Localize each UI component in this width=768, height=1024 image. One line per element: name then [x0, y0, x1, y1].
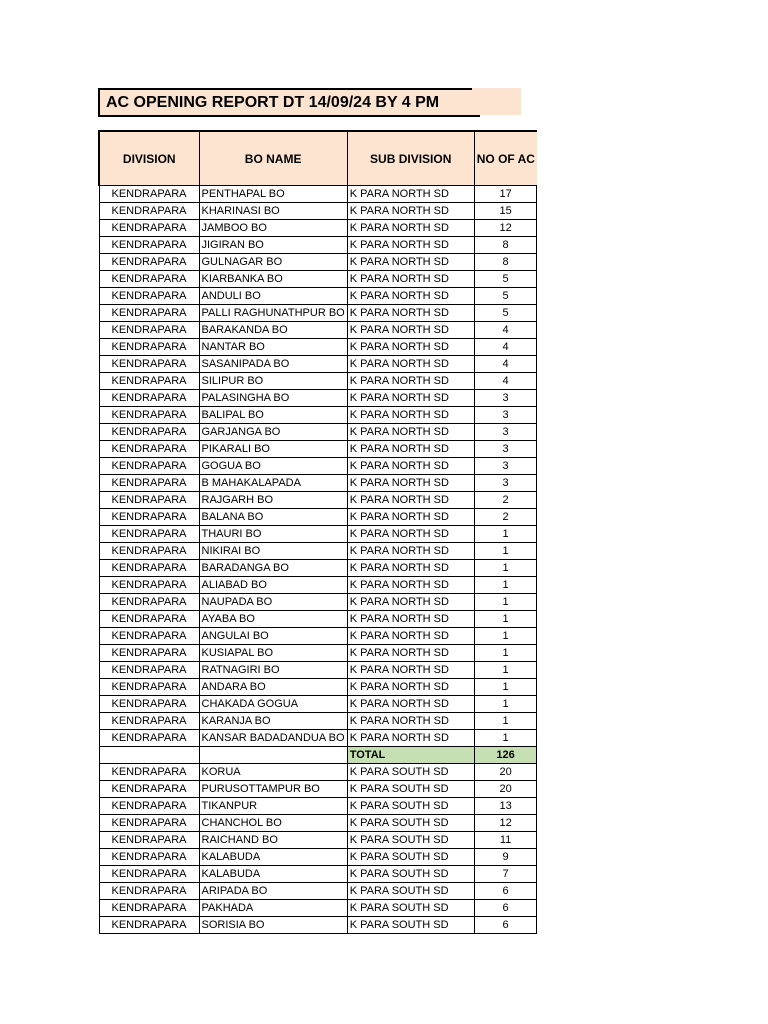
ac-count-cell: 17: [474, 186, 537, 203]
division-cell: KENDRAPARA: [99, 917, 199, 934]
table-body: [99, 186, 537, 934]
bo-name-cell: RATNAGIRI BO: [199, 662, 347, 679]
bo-name-cell: PALASINGHA BO: [199, 390, 347, 407]
ac-count-cell: 8: [474, 237, 537, 254]
ac-count-cell: 1: [474, 577, 537, 594]
table-row: [99, 832, 537, 849]
ac-count-cell: 1: [474, 645, 537, 662]
division-cell: KENDRAPARA: [99, 407, 199, 424]
bo-name-cell: KARANJA BO: [199, 713, 347, 730]
bo-name-cell: ALIABAD BO: [199, 577, 347, 594]
ac-count-cell: 3: [474, 390, 537, 407]
table-row: [99, 458, 537, 475]
bo-name-cell: GULNAGAR BO: [199, 254, 347, 271]
division-cell: KENDRAPARA: [99, 815, 199, 832]
sub-division-cell: K PARA NORTH SD: [347, 492, 474, 509]
division-cell: KENDRAPARA: [99, 305, 199, 322]
bo-name-cell: KIARBANKA BO: [199, 271, 347, 288]
division-cell: KENDRAPARA: [99, 322, 199, 339]
division-cell: KENDRAPARA: [99, 203, 199, 220]
sub-division-cell: K PARA NORTH SD: [347, 696, 474, 713]
ac-count-cell: 6: [474, 917, 537, 934]
header-bo-name: BO NAME: [199, 131, 347, 186]
bo-name-cell: KALABUDA: [199, 849, 347, 866]
table-row: [99, 900, 537, 917]
division-cell: KENDRAPARA: [99, 696, 199, 713]
ac-count-cell: 4: [474, 339, 537, 356]
table-row: [99, 373, 537, 390]
table-row: [99, 577, 537, 594]
ac-count-cell: 1: [474, 560, 537, 577]
ac-count-cell: 1: [474, 526, 537, 543]
ac-count-cell: 1: [474, 696, 537, 713]
division-cell: KENDRAPARA: [99, 611, 199, 628]
ac-count-cell: 3: [474, 424, 537, 441]
bo-name-cell: SASANIPADA BO: [199, 356, 347, 373]
bo-name-cell: NIKIRAI BO: [199, 543, 347, 560]
ac-count-cell: 7: [474, 866, 537, 883]
table-row: [99, 798, 537, 815]
ac-count-cell: 5: [474, 288, 537, 305]
bo-name-cell: NAUPADA BO: [199, 594, 347, 611]
ac-count-cell: 11: [474, 832, 537, 849]
table-row: [99, 322, 537, 339]
ac-count-cell: 15: [474, 203, 537, 220]
bo-name-cell: KANSAR BADADANDUA BO: [199, 730, 347, 747]
report-title-row: [98, 88, 521, 115]
table-row: [99, 339, 537, 356]
sub-division-cell: K PARA SOUTH SD: [347, 798, 474, 815]
header-no-of-ac: NO OF AC: [474, 131, 537, 186]
table-row: [99, 679, 537, 696]
sub-division-cell: K PARA NORTH SD: [347, 458, 474, 475]
report-title: AC OPENING REPORT DT 14/09/24 BY 4 PM: [98, 88, 480, 117]
division-cell: KENDRAPARA: [99, 900, 199, 917]
bo-name-cell: GOGUA BO: [199, 458, 347, 475]
bo-name-cell: RAJGARH BO: [199, 492, 347, 509]
sub-division-cell: K PARA SOUTH SD: [347, 917, 474, 934]
sub-division-cell: K PARA NORTH SD: [347, 526, 474, 543]
bo-name-cell: BARAKANDA BO: [199, 322, 347, 339]
ac-count-cell: 4: [474, 322, 537, 339]
sub-division-cell: K PARA NORTH SD: [347, 373, 474, 390]
sub-division-cell: K PARA SOUTH SD: [347, 900, 474, 917]
sub-division-cell: K PARA SOUTH SD: [347, 781, 474, 798]
table-row: [99, 288, 537, 305]
total-empty-cell: [99, 747, 199, 764]
division-cell: KENDRAPARA: [99, 475, 199, 492]
division-cell: KENDRAPARA: [99, 254, 199, 271]
title-fill-cell: [472, 88, 521, 115]
division-cell: KENDRAPARA: [99, 645, 199, 662]
ac-count-cell: 4: [474, 373, 537, 390]
sub-division-cell: K PARA NORTH SD: [347, 611, 474, 628]
ac-count-cell: 1: [474, 713, 537, 730]
table-row: [99, 662, 537, 679]
ac-count-cell: 6: [474, 883, 537, 900]
bo-name-cell: GARJANGA BO: [199, 424, 347, 441]
table-row: [99, 492, 537, 509]
division-cell: KENDRAPARA: [99, 849, 199, 866]
ac-count-cell: 3: [474, 475, 537, 492]
bo-name-cell: CHANCHOL BO: [199, 815, 347, 832]
sub-division-cell: K PARA NORTH SD: [347, 628, 474, 645]
table-row: [99, 645, 537, 662]
bo-name-cell: ANDULI BO: [199, 288, 347, 305]
table-header-row: [99, 131, 537, 186]
sub-division-cell: K PARA NORTH SD: [347, 305, 474, 322]
bo-name-cell: ANDARA BO: [199, 679, 347, 696]
division-cell: KENDRAPARA: [99, 526, 199, 543]
bo-name-cell: CHAKADA GOGUA: [199, 696, 347, 713]
bo-name-cell: NANTAR BO: [199, 339, 347, 356]
table-row: [99, 203, 537, 220]
sub-division-cell: K PARA NORTH SD: [347, 254, 474, 271]
ac-count-cell: 1: [474, 730, 537, 747]
bo-name-cell: KALABUDA: [199, 866, 347, 883]
header-division: DIVISION: [99, 131, 199, 186]
table-row: [99, 424, 537, 441]
total-row: [99, 747, 537, 764]
division-cell: KENDRAPARA: [99, 373, 199, 390]
sub-division-cell: K PARA NORTH SD: [347, 577, 474, 594]
division-cell: KENDRAPARA: [99, 594, 199, 611]
sub-division-cell: K PARA NORTH SD: [347, 543, 474, 560]
sub-division-cell: K PARA SOUTH SD: [347, 866, 474, 883]
table-row: [99, 594, 537, 611]
total-value: 126: [474, 747, 537, 764]
ac-count-cell: 1: [474, 594, 537, 611]
table-row: [99, 696, 537, 713]
ac-count-cell: 8: [474, 254, 537, 271]
division-cell: KENDRAPARA: [99, 730, 199, 747]
ac-count-cell: 12: [474, 815, 537, 832]
sub-division-cell: K PARA NORTH SD: [347, 220, 474, 237]
sub-division-cell: K PARA NORTH SD: [347, 203, 474, 220]
bo-name-cell: B MAHAKALAPADA: [199, 475, 347, 492]
table-row: [99, 390, 537, 407]
table-row: [99, 560, 537, 577]
table-row: [99, 815, 537, 832]
sub-division-cell: K PARA NORTH SD: [347, 186, 474, 203]
sub-division-cell: K PARA NORTH SD: [347, 390, 474, 407]
ac-count-cell: 3: [474, 441, 537, 458]
division-cell: KENDRAPARA: [99, 713, 199, 730]
bo-name-cell: ANGULAI BO: [199, 628, 347, 645]
table-row: [99, 254, 537, 271]
division-cell: KENDRAPARA: [99, 781, 199, 798]
sub-division-cell: K PARA NORTH SD: [347, 509, 474, 526]
bo-name-cell: JIGIRAN BO: [199, 237, 347, 254]
table-row: [99, 526, 537, 543]
sub-division-cell: K PARA NORTH SD: [347, 679, 474, 696]
sub-division-cell: K PARA SOUTH SD: [347, 883, 474, 900]
bo-name-cell: BALIPAL BO: [199, 407, 347, 424]
sub-division-cell: K PARA NORTH SD: [347, 441, 474, 458]
table-row: [99, 781, 537, 798]
sub-division-cell: K PARA NORTH SD: [347, 645, 474, 662]
ac-count-cell: 20: [474, 764, 537, 781]
table-row: [99, 356, 537, 373]
bo-name-cell: PIKARALI BO: [199, 441, 347, 458]
division-cell: KENDRAPARA: [99, 339, 199, 356]
bo-name-cell: SORISIA BO: [199, 917, 347, 934]
bo-name-cell: JAMBOO BO: [199, 220, 347, 237]
ac-count-cell: 3: [474, 407, 537, 424]
bo-name-cell: PURUSOTTAMPUR BO: [199, 781, 347, 798]
table-row: [99, 866, 537, 883]
ac-count-cell: 1: [474, 628, 537, 645]
bo-name-cell: SILIPUR BO: [199, 373, 347, 390]
division-cell: KENDRAPARA: [99, 560, 199, 577]
division-cell: KENDRAPARA: [99, 390, 199, 407]
sub-division-cell: K PARA SOUTH SD: [347, 764, 474, 781]
division-cell: KENDRAPARA: [99, 866, 199, 883]
sub-division-cell: K PARA NORTH SD: [347, 407, 474, 424]
ac-count-cell: 3: [474, 458, 537, 475]
division-cell: KENDRAPARA: [99, 186, 199, 203]
table-row: [99, 271, 537, 288]
division-cell: KENDRAPARA: [99, 543, 199, 560]
header-sub-division: SUB DIVISION: [347, 131, 474, 186]
division-cell: KENDRAPARA: [99, 509, 199, 526]
ac-count-cell: 1: [474, 679, 537, 696]
sub-division-cell: K PARA NORTH SD: [347, 475, 474, 492]
total-label: TOTAL: [347, 747, 474, 764]
sub-division-cell: K PARA NORTH SD: [347, 713, 474, 730]
bo-name-cell: KHARINASI BO: [199, 203, 347, 220]
sub-division-cell: K PARA NORTH SD: [347, 662, 474, 679]
sub-division-cell: K PARA NORTH SD: [347, 560, 474, 577]
ac-count-cell: 9: [474, 849, 537, 866]
bo-name-cell: PENTHAPAL BO: [199, 186, 347, 203]
ac-count-cell: 20: [474, 781, 537, 798]
sub-division-cell: K PARA NORTH SD: [347, 339, 474, 356]
table-row: [99, 543, 537, 560]
table-row: [99, 475, 537, 492]
table-row: [99, 237, 537, 254]
table-row: [99, 730, 537, 747]
division-cell: KENDRAPARA: [99, 577, 199, 594]
table-row: [99, 509, 537, 526]
ac-count-cell: 1: [474, 662, 537, 679]
division-cell: KENDRAPARA: [99, 288, 199, 305]
sub-division-cell: K PARA SOUTH SD: [347, 849, 474, 866]
ac-count-cell: 6: [474, 900, 537, 917]
table-row: [99, 305, 537, 322]
bo-name-cell: THAURI BO: [199, 526, 347, 543]
table-row: [99, 186, 537, 203]
division-cell: KENDRAPARA: [99, 764, 199, 781]
bo-name-cell: PALLI RAGHUNATHPUR BO: [199, 305, 347, 322]
table-row: [99, 849, 537, 866]
ac-count-cell: 13: [474, 798, 537, 815]
table-row: [99, 220, 537, 237]
ac-count-cell: 2: [474, 509, 537, 526]
table-row: [99, 883, 537, 900]
division-cell: KENDRAPARA: [99, 237, 199, 254]
ac-count-cell: 5: [474, 271, 537, 288]
bo-name-cell: AYABA BO: [199, 611, 347, 628]
division-cell: KENDRAPARA: [99, 458, 199, 475]
sub-division-cell: K PARA SOUTH SD: [347, 832, 474, 849]
sub-division-cell: K PARA NORTH SD: [347, 271, 474, 288]
division-cell: KENDRAPARA: [99, 662, 199, 679]
division-cell: KENDRAPARA: [99, 832, 199, 849]
sub-division-cell: K PARA NORTH SD: [347, 288, 474, 305]
bo-name-cell: RAICHAND BO: [199, 832, 347, 849]
bo-name-cell: BALANA BO: [199, 509, 347, 526]
division-cell: KENDRAPARA: [99, 679, 199, 696]
ac-count-cell: 5: [474, 305, 537, 322]
sub-division-cell: K PARA NORTH SD: [347, 594, 474, 611]
ac-count-cell: 1: [474, 611, 537, 628]
table-row: [99, 407, 537, 424]
table-row: [99, 764, 537, 781]
sub-division-cell: K PARA NORTH SD: [347, 237, 474, 254]
division-cell: KENDRAPARA: [99, 798, 199, 815]
division-cell: KENDRAPARA: [99, 883, 199, 900]
division-cell: KENDRAPARA: [99, 492, 199, 509]
division-cell: KENDRAPARA: [99, 628, 199, 645]
bo-name-cell: KUSIAPAL BO: [199, 645, 347, 662]
table-row: [99, 611, 537, 628]
bo-name-cell: ARIPADA BO: [199, 883, 347, 900]
ac-count-cell: 12: [474, 220, 537, 237]
bo-name-cell: TIKANPUR: [199, 798, 347, 815]
ac-count-cell: 4: [474, 356, 537, 373]
bo-name-cell: KORUA: [199, 764, 347, 781]
bo-name-cell: BARADANGA BO: [199, 560, 347, 577]
division-cell: KENDRAPARA: [99, 441, 199, 458]
bo-name-cell: PAKHADA: [199, 900, 347, 917]
table-row: [99, 713, 537, 730]
sub-division-cell: K PARA NORTH SD: [347, 730, 474, 747]
sub-division-cell: K PARA SOUTH SD: [347, 815, 474, 832]
sub-division-cell: K PARA NORTH SD: [347, 322, 474, 339]
division-cell: KENDRAPARA: [99, 356, 199, 373]
ac-count-cell: 2: [474, 492, 537, 509]
ac-count-cell: 1: [474, 543, 537, 560]
table-row: [99, 917, 537, 934]
division-cell: KENDRAPARA: [99, 424, 199, 441]
sub-division-cell: K PARA NORTH SD: [347, 424, 474, 441]
total-empty-cell: [199, 747, 347, 764]
division-cell: KENDRAPARA: [99, 271, 199, 288]
sub-division-cell: K PARA NORTH SD: [347, 356, 474, 373]
division-cell: KENDRAPARA: [99, 220, 199, 237]
table-row: [99, 628, 537, 645]
report-table: [98, 130, 537, 934]
table-row: [99, 441, 537, 458]
